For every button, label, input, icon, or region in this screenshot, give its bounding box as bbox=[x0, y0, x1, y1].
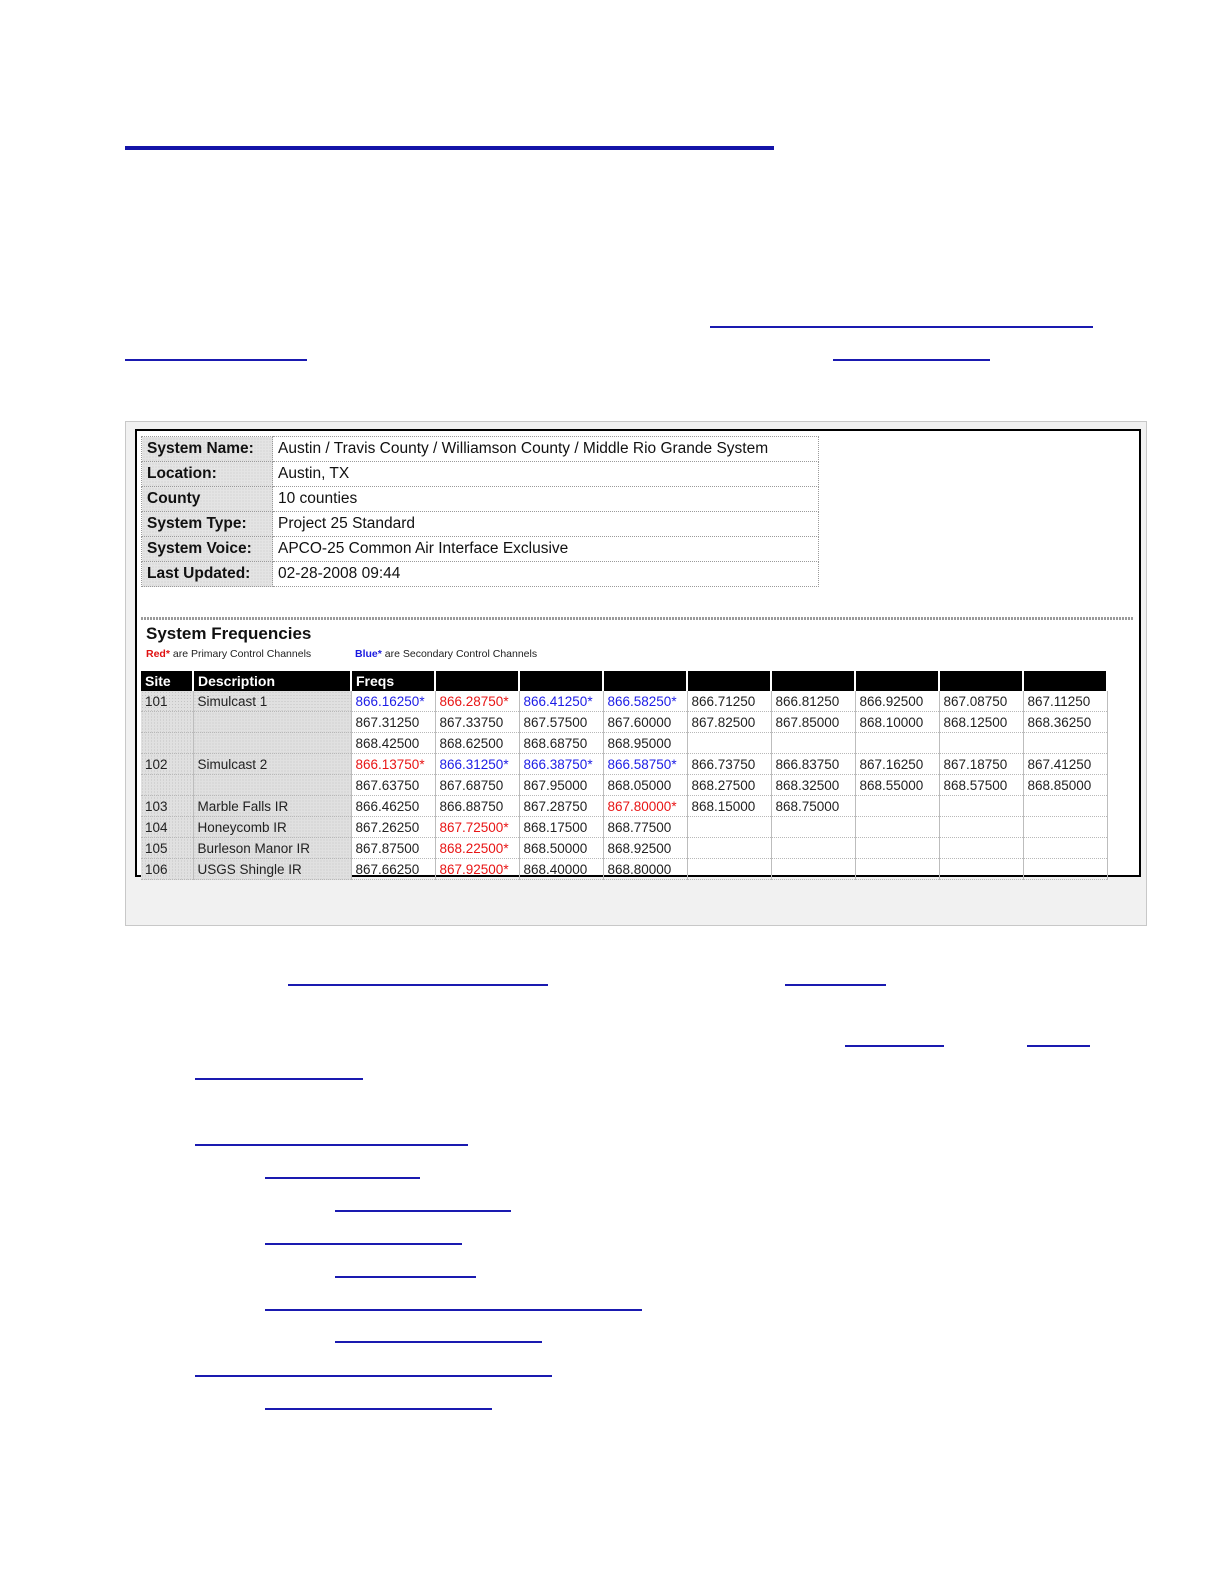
frequency-cell: 866.88750 bbox=[435, 796, 519, 817]
frequency-cell: 868.32500 bbox=[771, 775, 855, 796]
frequency-cell: 867.95000 bbox=[519, 775, 603, 796]
legend-primary bbox=[146, 648, 311, 660]
frequency-row bbox=[141, 712, 1107, 733]
header-freqs: Freqs bbox=[351, 671, 435, 691]
header-blank bbox=[687, 671, 771, 691]
frequency-cell: 868.77500 bbox=[603, 817, 687, 838]
site-cell bbox=[141, 712, 193, 733]
frequency-cell: 867.80000* bbox=[603, 796, 687, 817]
frequency-cell: 867.41250 bbox=[1023, 754, 1107, 775]
description-cell: Honeycomb IR bbox=[193, 817, 351, 838]
site-cell: 105 bbox=[141, 838, 193, 859]
header-site: Site bbox=[141, 671, 193, 691]
frequency-cell: 868.10000 bbox=[855, 712, 939, 733]
frequency-cell bbox=[1023, 838, 1107, 859]
link-underline[interactable] bbox=[195, 1144, 468, 1146]
frequency-cell: 867.33750 bbox=[435, 712, 519, 733]
frequency-row bbox=[141, 838, 1107, 859]
info-value: Project 25 Standard bbox=[273, 512, 819, 537]
site-cell: 106 bbox=[141, 859, 193, 880]
frequency-cell: 868.42500 bbox=[351, 733, 435, 754]
frequency-cell: 867.16250 bbox=[855, 754, 939, 775]
frequency-cell: 868.68750 bbox=[519, 733, 603, 754]
info-value: 02-28-2008 09:44 bbox=[273, 562, 819, 587]
description-cell: Simulcast 2 bbox=[193, 754, 351, 775]
site-cell: 104 bbox=[141, 817, 193, 838]
description-cell: USGS Shingle IR bbox=[193, 859, 351, 880]
frequency-cell bbox=[1023, 733, 1107, 754]
link-underline[interactable] bbox=[265, 1408, 492, 1410]
link-underline[interactable] bbox=[833, 359, 990, 361]
description-cell: Burleson Manor IR bbox=[193, 838, 351, 859]
info-value: Austin, TX bbox=[273, 462, 819, 487]
header-blank bbox=[1023, 671, 1107, 691]
header-blank bbox=[435, 671, 519, 691]
link-underline[interactable] bbox=[785, 984, 886, 986]
info-label: County bbox=[142, 487, 273, 512]
frequency-cell bbox=[687, 733, 771, 754]
frequency-cell: 868.80000 bbox=[603, 859, 687, 880]
frequency-cell bbox=[1023, 817, 1107, 838]
system-info-table bbox=[141, 436, 819, 587]
frequency-row bbox=[141, 796, 1107, 817]
info-value: 10 counties bbox=[273, 487, 819, 512]
header-description: Description bbox=[193, 671, 351, 691]
link-underline[interactable] bbox=[195, 1078, 363, 1080]
link-underline[interactable] bbox=[710, 326, 1093, 328]
frequency-cell bbox=[939, 859, 1023, 880]
link-underline[interactable] bbox=[265, 1309, 642, 1311]
frequency-cell: 867.18750 bbox=[939, 754, 1023, 775]
frequency-cell bbox=[939, 733, 1023, 754]
frequency-cell bbox=[939, 817, 1023, 838]
frequency-cell bbox=[771, 733, 855, 754]
legend-red-word: Red* bbox=[146, 648, 170, 660]
frequency-cell: 868.75000 bbox=[771, 796, 855, 817]
link-underline[interactable] bbox=[845, 1045, 944, 1047]
frequency-cell: 868.40000 bbox=[519, 859, 603, 880]
frequency-row bbox=[141, 817, 1107, 838]
site-cell: 102 bbox=[141, 754, 193, 775]
frequency-cell bbox=[855, 796, 939, 817]
link-underline[interactable] bbox=[125, 359, 307, 361]
frequency-cell: 866.13750* bbox=[351, 754, 435, 775]
frequencies-title: System Frequencies bbox=[146, 624, 312, 643]
description-cell bbox=[193, 775, 351, 796]
frequency-cell: 866.16250* bbox=[351, 691, 435, 712]
frequency-cell: 866.71250 bbox=[687, 691, 771, 712]
frequency-cell: 868.22500* bbox=[435, 838, 519, 859]
frequency-cell bbox=[855, 838, 939, 859]
info-row bbox=[142, 437, 819, 462]
frequency-cell: 868.12500 bbox=[939, 712, 1023, 733]
link-underline[interactable] bbox=[265, 1177, 420, 1179]
frequency-cell: 868.92500 bbox=[603, 838, 687, 859]
frequency-cell bbox=[855, 859, 939, 880]
frequency-cell: 867.87500 bbox=[351, 838, 435, 859]
link-underline[interactable] bbox=[335, 1341, 542, 1343]
site-cell: 103 bbox=[141, 796, 193, 817]
link-underline[interactable] bbox=[1027, 1045, 1090, 1047]
frequency-cell: 867.60000 bbox=[603, 712, 687, 733]
frequency-cell: 868.50000 bbox=[519, 838, 603, 859]
frequency-cell: 867.63750 bbox=[351, 775, 435, 796]
info-row bbox=[142, 537, 819, 562]
frequency-row bbox=[141, 754, 1107, 775]
site-cell bbox=[141, 733, 193, 754]
site-cell bbox=[141, 775, 193, 796]
frequency-cell: 866.41250* bbox=[519, 691, 603, 712]
frequency-cell: 867.57500 bbox=[519, 712, 603, 733]
info-label: System Type: bbox=[142, 512, 273, 537]
frequency-cell: 867.31250 bbox=[351, 712, 435, 733]
frequency-cell: 867.28750 bbox=[519, 796, 603, 817]
frequency-cell bbox=[687, 817, 771, 838]
link-underline[interactable] bbox=[265, 1243, 462, 1245]
frequency-table bbox=[141, 671, 1108, 880]
frequency-cell: 866.38750* bbox=[519, 754, 603, 775]
frequency-cell: 867.11250 bbox=[1023, 691, 1107, 712]
info-row bbox=[142, 487, 819, 512]
frequency-cell: 866.58750* bbox=[603, 754, 687, 775]
info-label: System Voice: bbox=[142, 537, 273, 562]
header-blank bbox=[519, 671, 603, 691]
frequency-cell: 868.15000 bbox=[687, 796, 771, 817]
frequency-cell bbox=[855, 817, 939, 838]
frequency-cell: 868.36250 bbox=[1023, 712, 1107, 733]
frequency-cell: 867.92500* bbox=[435, 859, 519, 880]
frequency-cell bbox=[687, 859, 771, 880]
frequency-cell bbox=[939, 838, 1023, 859]
frequency-cell: 867.72500* bbox=[435, 817, 519, 838]
header-blank bbox=[939, 671, 1023, 691]
frequency-cell: 866.46250 bbox=[351, 796, 435, 817]
frequency-cell bbox=[1023, 859, 1107, 880]
frequency-cell: 866.92500 bbox=[855, 691, 939, 712]
frequency-cell: 868.62500 bbox=[435, 733, 519, 754]
frequency-row bbox=[141, 733, 1107, 754]
frequency-cell: 866.28750* bbox=[435, 691, 519, 712]
description-cell bbox=[193, 733, 351, 754]
info-row bbox=[142, 562, 819, 587]
legend-red-text: are Primary Control Channels bbox=[169, 648, 312, 660]
frequency-cell bbox=[687, 838, 771, 859]
heading-link-underline[interactable] bbox=[125, 146, 774, 150]
frequency-cell: 867.26250 bbox=[351, 817, 435, 838]
frequency-cell: 866.81250 bbox=[771, 691, 855, 712]
info-value: APCO-25 Common Air Interface Exclusive bbox=[273, 537, 819, 562]
frequency-row bbox=[141, 775, 1107, 796]
frequency-cell: 866.73750 bbox=[687, 754, 771, 775]
info-label: Location: bbox=[142, 462, 273, 487]
info-label: Last Updated: bbox=[142, 562, 273, 587]
frequency-cell: 867.68750 bbox=[435, 775, 519, 796]
frequency-cell: 868.55000 bbox=[855, 775, 939, 796]
link-underline[interactable] bbox=[288, 984, 548, 986]
frequency-row bbox=[141, 859, 1107, 880]
frequency-cell: 867.85000 bbox=[771, 712, 855, 733]
frequency-cell: 866.83750 bbox=[771, 754, 855, 775]
frequency-cell: 867.82500 bbox=[687, 712, 771, 733]
frequency-cell: 867.08750 bbox=[939, 691, 1023, 712]
frequency-cell: 866.58250* bbox=[603, 691, 687, 712]
frequency-cell bbox=[771, 838, 855, 859]
frequency-cell bbox=[1023, 796, 1107, 817]
header-blank bbox=[855, 671, 939, 691]
frequency-cell: 868.95000 bbox=[603, 733, 687, 754]
link-underline[interactable] bbox=[195, 1375, 552, 1377]
info-row bbox=[142, 512, 819, 537]
info-row bbox=[142, 462, 819, 487]
description-cell: Marble Falls IR bbox=[193, 796, 351, 817]
frequency-cell: 868.27500 bbox=[687, 775, 771, 796]
frequency-cell bbox=[771, 859, 855, 880]
frequency-cell bbox=[855, 733, 939, 754]
frequency-cell: 868.05000 bbox=[603, 775, 687, 796]
link-underline[interactable] bbox=[335, 1210, 511, 1212]
info-value: Austin / Travis County / Williamson County / Middle Rio Grande System bbox=[273, 437, 819, 462]
frequency-cell bbox=[939, 796, 1023, 817]
description-cell: Simulcast 1 bbox=[193, 691, 351, 712]
header-blank bbox=[771, 671, 855, 691]
section-divider bbox=[141, 617, 1134, 620]
frequency-header-row bbox=[141, 671, 1107, 691]
link-underline[interactable] bbox=[335, 1276, 476, 1278]
frequency-cell: 868.57500 bbox=[939, 775, 1023, 796]
legend-secondary bbox=[355, 648, 537, 660]
frequency-cell: 868.17500 bbox=[519, 817, 603, 838]
site-cell: 101 bbox=[141, 691, 193, 712]
legend-blue-text: are Secondary Control Channels bbox=[381, 648, 538, 660]
frequency-cell: 866.31250* bbox=[435, 754, 519, 775]
frequency-cell: 868.85000 bbox=[1023, 775, 1107, 796]
legend-blue-word: Blue* bbox=[355, 648, 382, 660]
frequency-cell bbox=[771, 817, 855, 838]
frequency-row bbox=[141, 691, 1107, 712]
frequency-cell: 867.66250 bbox=[351, 859, 435, 880]
info-label: System Name: bbox=[142, 437, 273, 462]
description-cell bbox=[193, 712, 351, 733]
header-blank bbox=[603, 671, 687, 691]
